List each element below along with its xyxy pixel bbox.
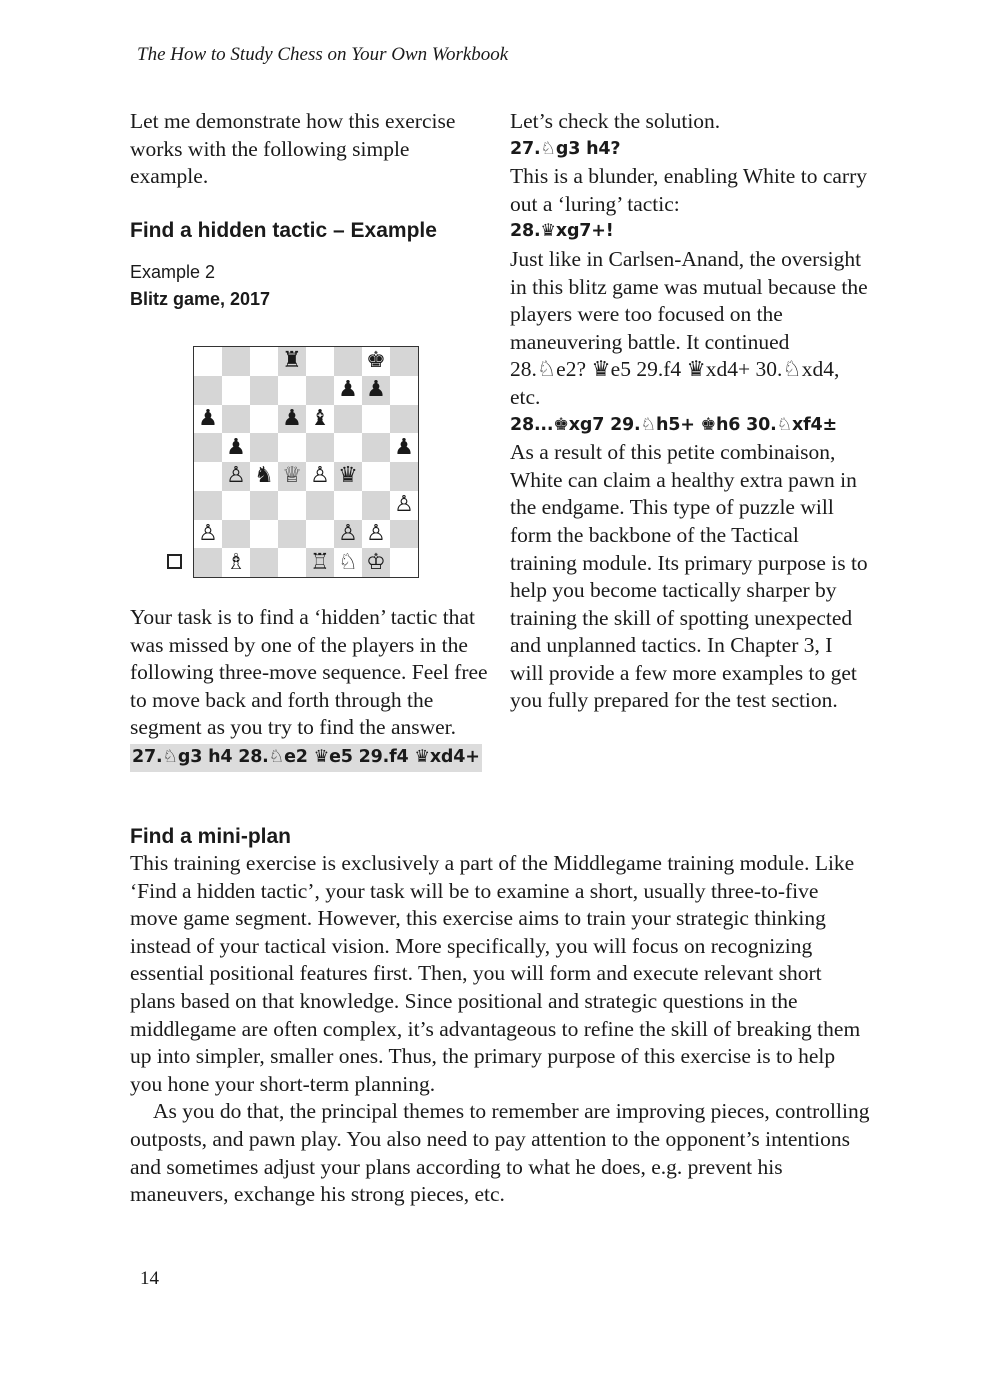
square-g6 [362,405,390,434]
square-g3 [362,491,390,520]
task-paragraph: Your task is to find a ‘hidden’ tactic that was missed by one of the players in the following three-move sequence. Feel free to move back and forth through the segment as you try to find the answer. [130,605,488,740]
example-label: Example 2 [130,261,216,282]
square-d1 [278,548,306,577]
chess-piece-icon: ♛ [338,463,358,489]
square-d2 [278,520,306,549]
result-paragraph: As a result of this petite combinaison, White can claim a healthy extra pawn in the endgame. This type of puzzle will form the backbone of the Tactical training module. Its primary purpose is to help you become tactically sharper by training the skill of spotting unexpected and unplanned tactics. In Chapter 3, I will provide a few more examples to get you fully prepared for the test section. [510,440,868,713]
right-column [510,108,870,715]
square-h8 [390,347,418,376]
mini-plan-section [130,823,870,1209]
square-e7 [306,376,334,405]
square-h6 [390,405,418,434]
square-c2 [250,520,278,549]
square-d8 [278,347,306,376]
chess-piece-icon: ♞ [254,463,274,489]
square-f2 [334,520,362,549]
oversight-paragraph [510,246,870,412]
square-c1 [250,548,278,577]
section-heading-hidden-tactic: Find a hidden tactic – Example [130,218,437,242]
chess-piece-icon: ♙ [394,492,414,518]
square-a8 [194,347,222,376]
intro-paragraph: Let me demonstrate how this exercise works with the following simple example. [130,109,456,189]
square-c5 [250,433,278,462]
chess-piece-icon: ♕ [282,463,302,489]
square-b5 [222,433,250,462]
solution-move-1: 27.♘g3 h4? [510,138,621,159]
square-e5 [306,433,334,462]
check-solution-text: Let’s check the solution. [510,109,721,133]
square-h4 [390,462,418,491]
chess-piece-icon: ♙ [198,520,218,546]
knight-icon: ♘ [536,357,557,383]
queen-icon: ♛ [686,357,706,383]
left-column-lower [130,604,490,772]
square-f3 [334,491,362,520]
chess-piece-icon: ♟ [394,434,414,460]
chess-piece-icon: ♗ [226,549,246,575]
mini-plan-paragraph-1: This training exercise is exclusively a part of the Middlegame training module. Like ‘Find a hidden tactic’, your task will be to examine a short, usually three-to-five move game segment. However, this exercise aims to train your strategic thinking instead of your tactical vision. More specifically, you will focus on recognizing essential positional features first. Then, you will form and execute relevant short plans based on that knowledge. Since positional and strategic questions in the middlegame are often complex, it’s advantageous to refine the skill of breaking them up into simpler, smaller ones. Thus, the primary purpose of this exercise is to help you hone your short-term planning. [130,851,861,1096]
blunder-paragraph: This is a blunder, enabling White to carry out a ‘luring’ tactic: [510,164,867,216]
square-f4 [334,462,362,491]
square-d7 [278,376,306,405]
square-d4 [278,462,306,491]
running-header: The How to Study Chess on Your Own Workbook [137,44,509,65]
square-b7 [222,376,250,405]
chess-piece-icon: ♜ [282,348,302,374]
white-to-move-indicator [167,554,182,569]
square-a6 [194,405,222,434]
chess-piece-icon: ♘ [338,549,358,575]
square-a3 [194,491,222,520]
square-c6 [250,405,278,434]
square-g8 [362,347,390,376]
square-g2 [362,520,390,549]
left-column [130,108,490,313]
chess-piece-icon: ♙ [338,520,358,546]
chess-piece-icon: ♟ [198,405,218,431]
square-h3 [390,491,418,520]
oversight-text-a: Just like in Carlsen-Anand, the oversight in this blitz game was mutual because the players were too focused on the maneuvering battle. It continued 28. [510,246,868,382]
chess-piece-icon: ♙ [366,520,386,546]
square-h1 [390,548,418,577]
square-d5 [278,433,306,462]
moves-highlight: 27.♘g3 h4 28.♘e2 ♛e5 29.f4 ♛xd4+ [130,744,482,772]
queen-icon: ♛ [591,357,611,383]
square-a7 [194,376,222,405]
square-e4 [306,462,334,491]
chess-piece-icon: ♝ [310,405,330,431]
page-number: 14 [140,1268,159,1289]
game-label: Blitz game, 2017 [130,288,271,309]
square-e8 [306,347,334,376]
chess-piece-icon: ♚ [366,348,386,374]
chess-piece-icon: ♙ [226,463,246,489]
square-h5 [390,433,418,462]
oversight-text-c: e5 29.f4 [610,357,687,382]
oversight-text-e: xd4, etc. [510,357,840,409]
square-f5 [334,433,362,462]
square-b6 [222,405,250,434]
chess-piece-icon: ♖ [310,549,330,575]
solution-move-2: 28.♛xg7+! [510,221,614,242]
square-d3 [278,491,306,520]
square-h2 [390,520,418,549]
knight-icon: ♘ [782,357,802,383]
chess-piece-icon: ♙ [310,463,330,489]
square-a5 [194,433,222,462]
square-b3 [222,491,250,520]
square-b2 [222,520,250,549]
chess-piece-icon: ♟ [338,377,358,403]
square-b4 [222,462,250,491]
oversight-text-b: e2? [556,357,592,382]
square-g1 [362,548,390,577]
square-a1 [194,548,222,577]
square-h7 [390,376,418,405]
chess-piece-icon: ♟ [366,377,386,403]
square-b1 [222,548,250,577]
chess-piece-icon: ♟ [282,405,302,431]
chess-diagram [193,346,420,580]
square-c3 [250,491,278,520]
chess-board [193,346,419,578]
square-d6 [278,405,306,434]
square-e6 [306,405,334,434]
oversight-text-d: xd4+ 30. [705,357,783,382]
square-g7 [362,376,390,405]
square-g4 [362,462,390,491]
mini-plan-paragraph-2: As you do that, the principal themes to remember are improving pieces, controlling outposts, and pawn play. You also need to pay attention to the opponent’s intentions and sometimes adjust your plans according to what he does, e.g. prevent his maneuvers, exchange his strong pieces, etc. [130,1099,870,1207]
square-a4 [194,462,222,491]
square-c4 [250,462,278,491]
square-c7 [250,376,278,405]
chess-piece-icon: ♔ [366,549,386,575]
square-c8 [250,347,278,376]
square-e3 [306,491,334,520]
square-f7 [334,376,362,405]
square-f6 [334,405,362,434]
square-f8 [334,347,362,376]
square-e1 [306,548,334,577]
square-g5 [362,433,390,462]
solution-move-3: 28...♚xg7 29.♘h5+ ♚h6 30.♘xf4± [510,414,837,435]
square-f1 [334,548,362,577]
square-a2 [194,520,222,549]
chess-piece-icon: ♟ [226,434,246,460]
square-e2 [306,520,334,549]
section-heading-mini-plan: Find a mini-plan [130,825,291,848]
square-b8 [222,347,250,376]
